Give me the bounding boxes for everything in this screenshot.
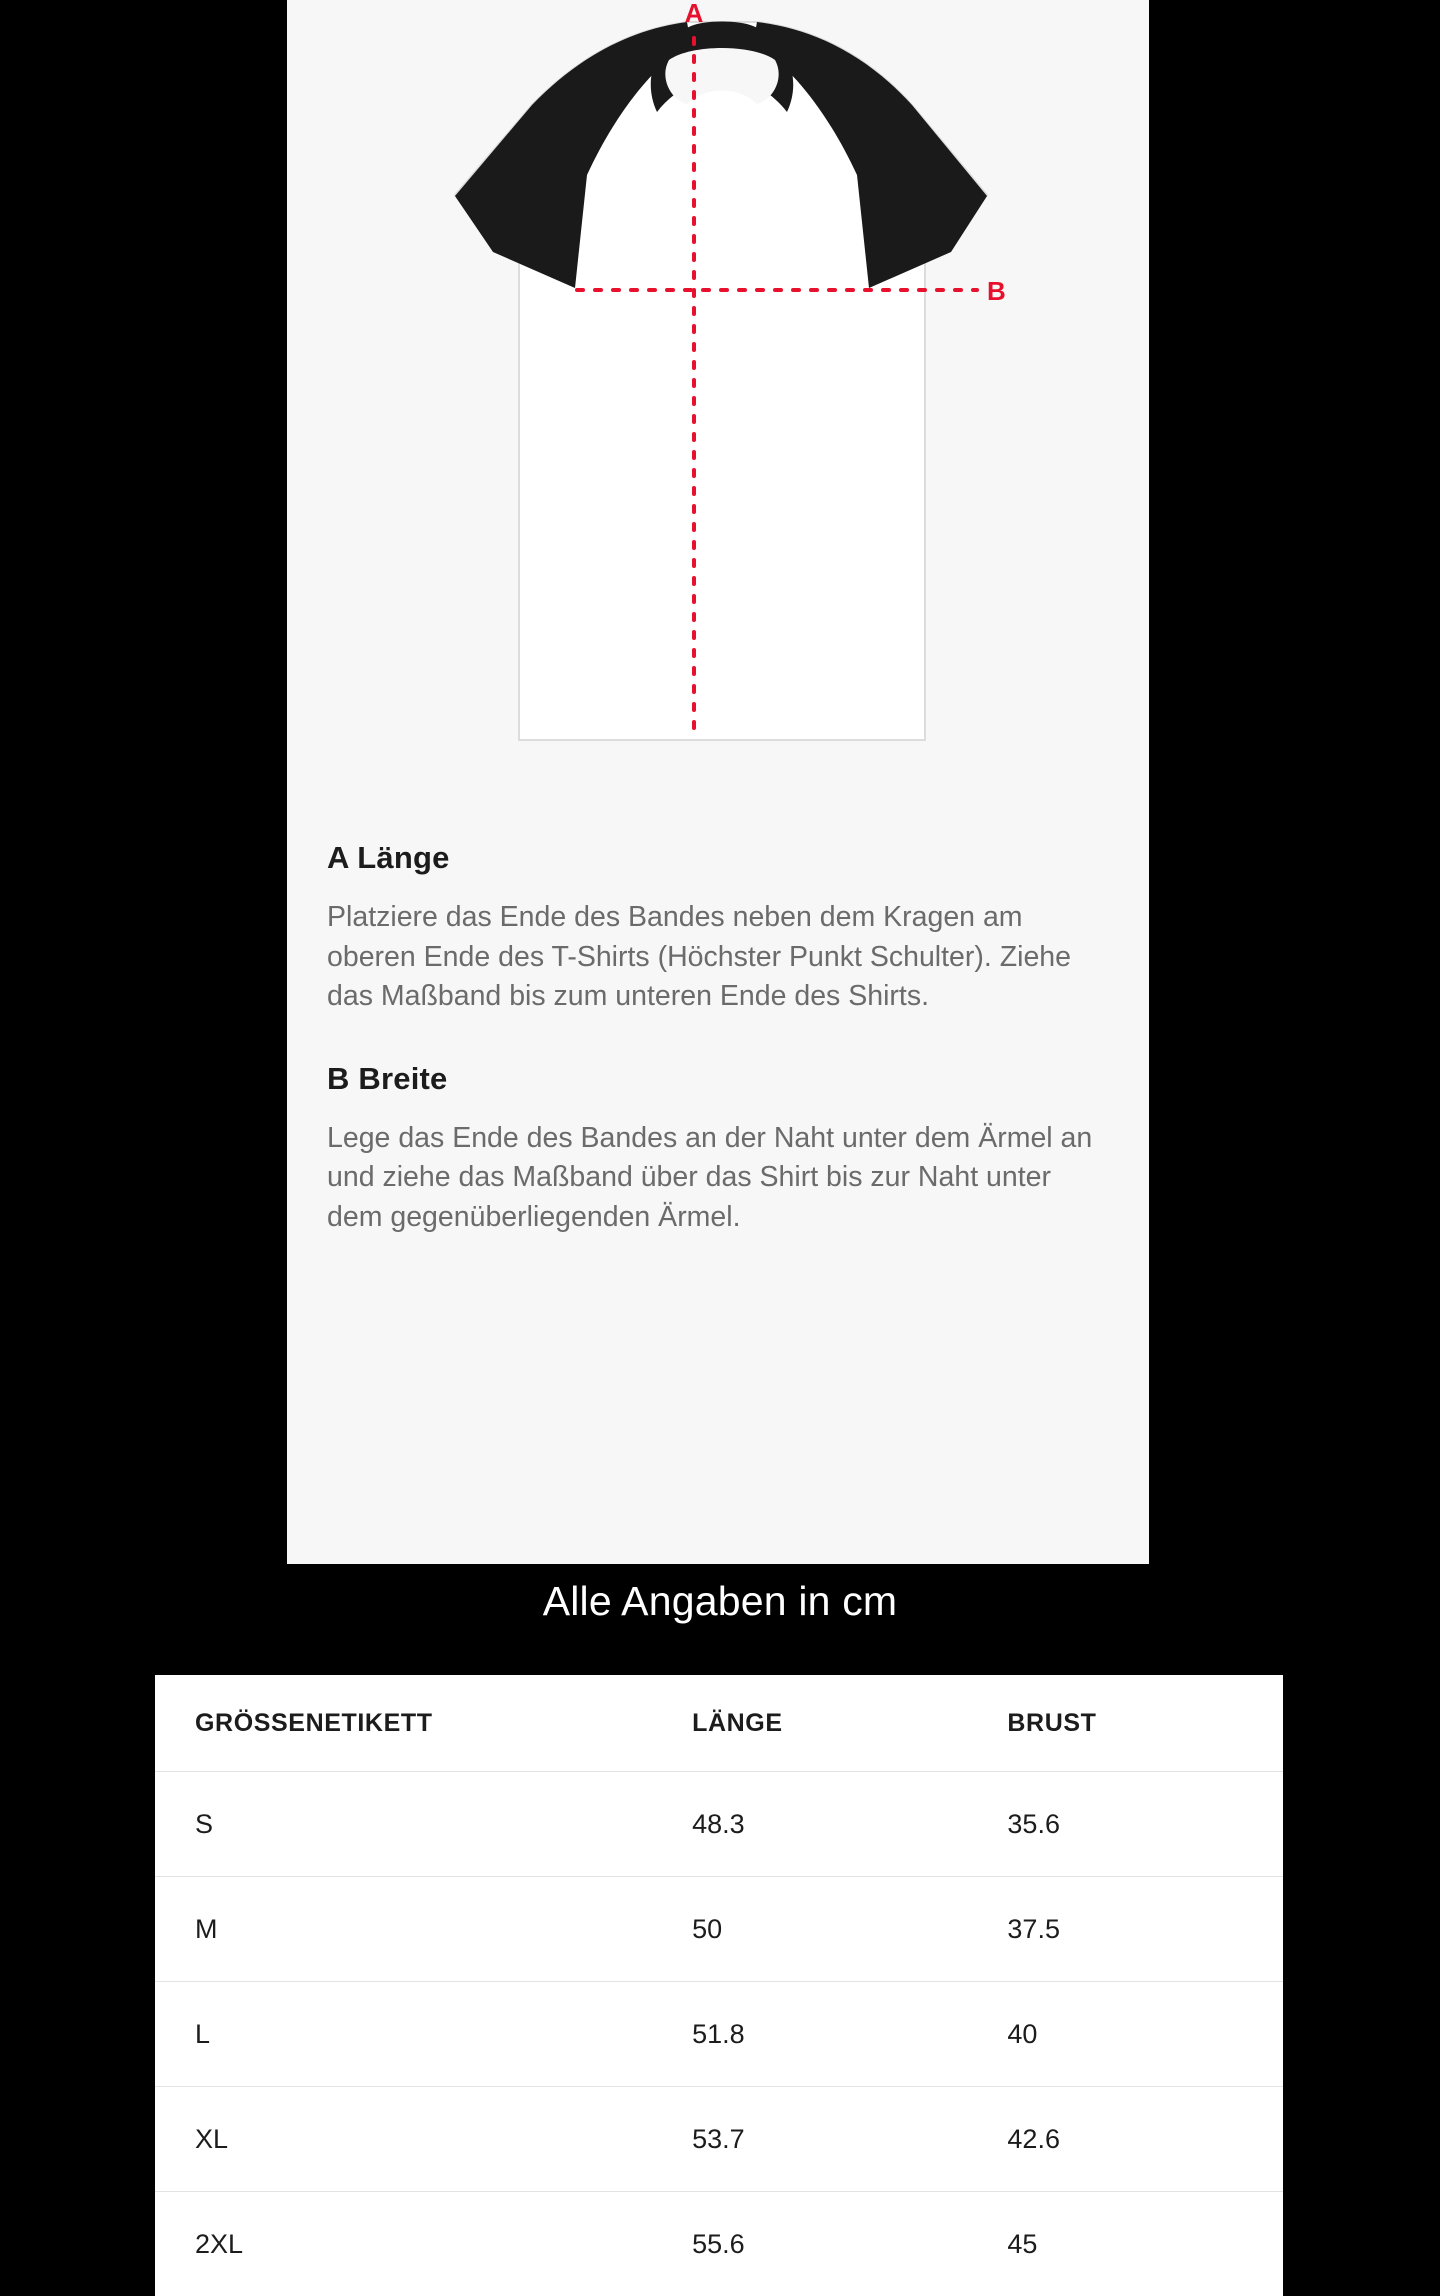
cell-length: 48.3 xyxy=(682,1772,989,1877)
cell-chest: 45 xyxy=(989,2192,1283,2296)
guide-heading-width: B Breite xyxy=(327,1061,1109,1097)
size-table-header xyxy=(155,1675,1283,1772)
table-header-row xyxy=(155,1675,1283,1772)
marker-a-label: A xyxy=(685,0,704,28)
cell-length: 53.7 xyxy=(682,2087,989,2192)
cell-size: XL xyxy=(155,2087,682,2192)
size-table-container xyxy=(155,1675,1283,2296)
header-size-label: GRÖSSENETIKETT xyxy=(155,1675,682,1772)
guide-text-block xyxy=(287,840,1149,1238)
table-row xyxy=(155,1772,1283,1877)
cell-chest: 35.6 xyxy=(989,1772,1283,1877)
size-guide-card xyxy=(287,0,1149,1564)
units-note: Alle Angaben in cm xyxy=(0,1578,1440,1625)
guide-heading-length: A Länge xyxy=(327,840,1109,876)
guide-body-length: Platziere das Ende des Bandes neben dem Kragen am oberen Ende des T-Shirts (Höchster Punkt Schulter). Ziehe das Maßband bis zum unteren Ende des Shirts. xyxy=(327,898,1109,1017)
cell-length: 50 xyxy=(682,1877,989,1982)
cell-chest: 37.5 xyxy=(989,1877,1283,1982)
cell-length: 55.6 xyxy=(682,2192,989,2296)
cell-size: M xyxy=(155,1877,682,1982)
marker-b-label: B xyxy=(987,276,1006,306)
size-table-body xyxy=(155,1772,1283,2296)
guide-body-width: Lege das Ende des Bandes an der Naht unter dem Ärmel an und ziehe das Maßband über das Shirt bis zur Naht unter dem gegenüberliegenden Ärmel. xyxy=(327,1119,1109,1238)
table-row xyxy=(155,2192,1283,2296)
table-row xyxy=(155,2087,1283,2192)
cell-length: 51.8 xyxy=(682,1982,989,2087)
tshirt-diagram-svg xyxy=(287,0,1149,820)
header-chest: BRUST xyxy=(989,1675,1283,1772)
size-table xyxy=(155,1675,1283,2296)
table-row xyxy=(155,1877,1283,1982)
shirt-illustration xyxy=(287,0,1149,820)
cell-size: S xyxy=(155,1772,682,1877)
cell-size: 2XL xyxy=(155,2192,682,2296)
cell-chest: 42.6 xyxy=(989,2087,1283,2192)
cell-chest: 40 xyxy=(989,1982,1283,2087)
table-row xyxy=(155,1982,1283,2087)
header-length: LÄNGE xyxy=(682,1675,989,1772)
cell-size: L xyxy=(155,1982,682,2087)
